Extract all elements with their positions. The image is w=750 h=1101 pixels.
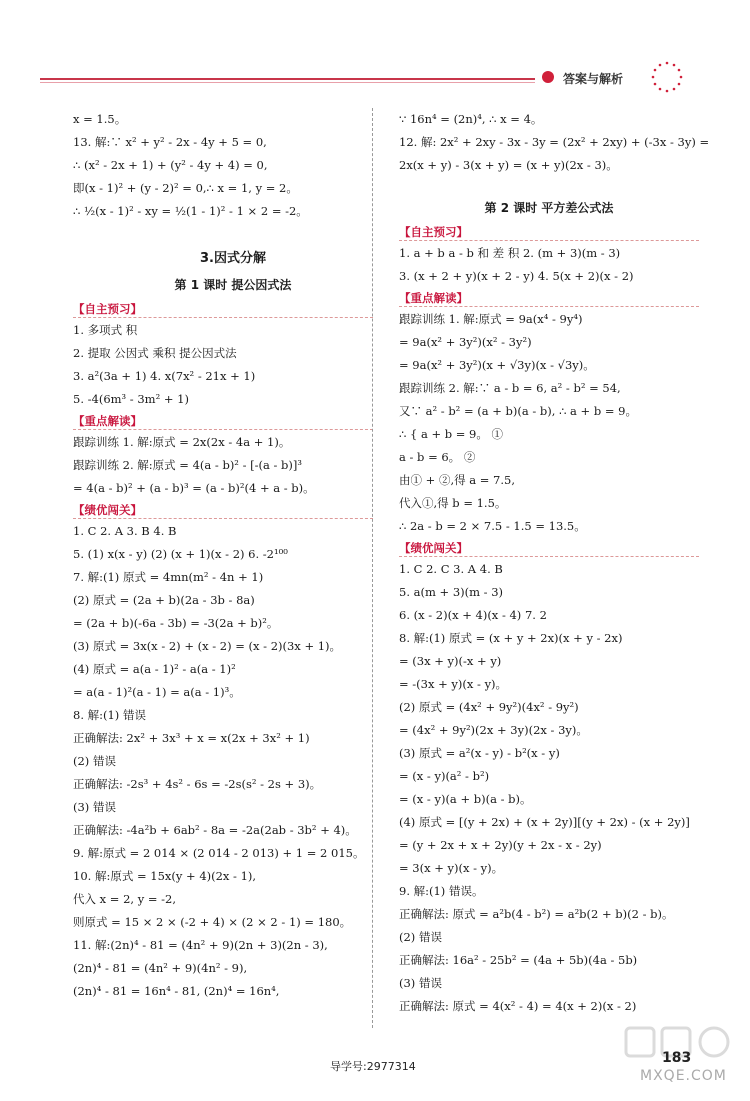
- answer-line: 正确解法: 原式 = 4(x² - 4) = 4(x + 2)(x - 2): [399, 999, 637, 1013]
- answer-line: 则原式 = 15 × 2 × (-2 + 4) × (2 × 2 - 1) = 180。: [73, 915, 352, 929]
- answer-line: 跟踪训练 2. 解:原式 = 4(a - b)² - [-(a - b)]³: [73, 458, 302, 472]
- answer-line: ∵ 16n⁴ = (2n)⁴, ∴ x = 4。: [399, 112, 543, 126]
- left-column: [73, 108, 393, 1003]
- watermark-text: MXQE.COM: [640, 1068, 727, 1084]
- answer-line: 9. 解:(1) 错误。: [399, 884, 484, 898]
- answer-line: (2) 错误: [399, 930, 442, 944]
- section-title: 3.因式分解: [200, 251, 266, 266]
- guide-code: 导学号:2977314: [330, 1060, 416, 1073]
- answer-line: x = 1.5。: [73, 112, 127, 126]
- spacer: [399, 177, 699, 195]
- answer-line: 又∵ a² - b² = (a + b)(a - b), ∴ a + b = 9。: [399, 404, 637, 418]
- answer-line: 3. (x + 2 + y)(x + 2 - y) 4. 5(x + 2)(x - 2): [399, 269, 634, 283]
- answer-line: = 3(x + y)(x - y)。: [399, 861, 504, 875]
- answer-line: 12. 解: 2x² + 2xy - 3x - 3y = (2x² + 2xy) + (-3x - 3y) =: [399, 135, 710, 149]
- answer-line: 1. C 2. C 3. A 4. B: [399, 562, 503, 576]
- answer-line: (3) 原式 = 3x(x - 2) + (x - 2) = (x - 2)(3x + 1)。: [73, 639, 342, 653]
- answer-line: ∴ ½(x - 1)² - xy = ½(1 - 1)² - 1 × 2 = -2。: [73, 204, 308, 218]
- answer-line: a - b = 6。 ②: [399, 450, 476, 464]
- header-title: 答案与解析: [563, 72, 624, 86]
- section-tag: 【自主预习】: [73, 299, 393, 319]
- answer-line: 13. 解:∵ x² + y² - 2x - 4y + 5 = 0,: [73, 135, 267, 149]
- answer-line: 代入 x = 2, y = -2,: [73, 892, 177, 906]
- answer-line: (2n)⁴ - 81 = (4n² + 9)(4n² - 9),: [73, 961, 248, 975]
- section-tag: 【绩优闯关】: [399, 538, 699, 558]
- answer-line: (2) 原式 = (2a + b)(2a - 3b - 8a): [73, 593, 255, 607]
- answer-line: (2) 原式 = (4x² + 9y²)(4x² - 9y²): [399, 700, 579, 714]
- answer-line: (4) 原式 = [(y + 2x) + (x + 2y)][(y + 2x) - (x + 2y)]: [399, 815, 690, 829]
- answer-line: 正确解法: 16a² - 25b² = (4a + 5b)(4a - 5b): [399, 953, 638, 967]
- answer-line: ∴ 2a - b = 2 × 7.5 - 1.5 = 13.5。: [399, 519, 586, 533]
- answer-line: 11. 解:(2n)⁴ - 81 = (4n² + 9)(2n + 3)(2n - 3),: [73, 938, 328, 952]
- answer-line: 即(x - 1)² + (y - 2)² = 0,∴ x = 1, y = 2。: [73, 181, 298, 195]
- answer-line: 5. (1) x(x - y) (2) (x + 1)(x - 2) 6. -2¹⁰⁰: [73, 547, 288, 561]
- header-bullet-icon: [542, 71, 554, 83]
- section-tag: 【绩优闯关】: [73, 500, 393, 520]
- answer-line: 1. a + b a - b 和 差 积 2. (m + 3)(m - 3): [399, 246, 621, 260]
- answer-line: ∴ (x² - 2x + 1) + (y² - 4y + 4) = 0,: [73, 158, 268, 172]
- answer-line: = (4x² + 9y²)(2x + 3y)(2x - 3y)。: [399, 723, 588, 737]
- answer-line: 跟踪训练 1. 解:原式 = 9a(x⁴ - 9y⁴): [399, 312, 583, 326]
- answer-line: (3) 错误: [73, 800, 116, 814]
- spacer: [73, 223, 393, 241]
- answer-line: (2n)⁴ - 81 = 16n⁴ - 81, (2n)⁴ = 16n⁴,: [73, 984, 280, 998]
- answer-line: = (x - y)(a² - b²): [399, 769, 490, 783]
- answer-line: 5. -4(6m³ - 3m² + 1): [73, 392, 189, 406]
- answer-line: 正确解法: 原式 = a²b(4 - b²) = a²b(2 + b)(2 - b)。: [399, 907, 674, 921]
- answer-line: 5. a(m + 3)(m - 3): [399, 585, 504, 599]
- answer-line: (4) 原式 = a(a - 1)² - a(a - 1)²: [73, 662, 236, 676]
- answer-line: 1. 多项式 积: [73, 323, 138, 337]
- lesson-title: 第 2 课时 平方差公式法: [484, 201, 614, 215]
- answer-line: 2. 提取 公因式 乘积 提公因式法: [73, 346, 237, 360]
- answer-line: = a(a - 1)²(a - 1) = a(a - 1)³。: [73, 685, 241, 699]
- answer-line: = (y + 2x + x + 2y)(y + 2x - x - 2y): [399, 838, 602, 852]
- section-tag: 【重点解读】: [399, 288, 699, 308]
- answer-line: = -(3x + y)(x - y)。: [399, 677, 508, 691]
- answer-line: 正确解法: -4a²b + 6ab² - 8a = -2a(2ab - 3b² + 4)。: [73, 823, 357, 837]
- answer-line: (2) 错误: [73, 754, 116, 768]
- answer-line: 8. 解:(1) 原式 = (x + y + 2x)(x + y - 2x): [399, 631, 623, 645]
- answer-line: 9. 解:原式 = 2 014 × (2 014 - 2 013) + 1 = 2 015。: [73, 846, 365, 860]
- answer-line: 正确解法: -2s³ + 4s² - 6s = -2s(s² - 2s + 3)。: [73, 777, 322, 791]
- answer-line: 6. (x - 2)(x + 4)(x - 4) 7. 2: [399, 608, 547, 622]
- answer-line: = (3x + y)(-x + y): [399, 654, 502, 668]
- answer-line: 跟踪训练 2. 解:∵ a - b = 6, a² - b² = 54,: [399, 381, 621, 395]
- answer-line: 2x(x + y) - 3(x + y) = (x + y)(2x - 3)。: [399, 158, 618, 172]
- answer-line: 10. 解:原式 = 15x(y + 4)(2x - 1),: [73, 869, 257, 883]
- section-tag: 【自主预习】: [399, 222, 699, 242]
- page-number: 183: [662, 1050, 692, 1066]
- answer-line: = (2a + b)(-6a - 3b) = -3(2a + b)²。: [73, 616, 279, 630]
- right-column: [399, 108, 710, 1018]
- answer-line: 8. 解:(1) 错误: [73, 708, 146, 722]
- answer-line: (3) 原式 = a²(x - y) - b²(x - y): [399, 746, 560, 760]
- answer-line: 1. C 2. A 3. B 4. B: [73, 524, 177, 538]
- answer-line: 3. a²(3a + 1) 4. x(7x² - 21x + 1): [73, 369, 256, 383]
- answer-line: ∴ { a + b = 9。 ①: [399, 427, 504, 441]
- lesson-title: 第 1 课时 提公因式法: [174, 278, 292, 292]
- answer-line: = 9a(x² + 3y²)(x² - 3y²): [399, 335, 532, 349]
- answer-line: 正确解法: 2x² + 3x³ + x = x(2x + 3x² + 1): [73, 731, 310, 745]
- column-divider: [372, 108, 373, 1028]
- answer-line: = 4(a - b)² + (a - b)³ = (a - b)²(4 + a - b)。: [73, 481, 315, 495]
- section-tag: 【重点解读】: [73, 411, 393, 431]
- header-rule-thin: [40, 82, 535, 83]
- header-rule: [40, 78, 535, 80]
- answer-line: 跟踪训练 1. 解:原式 = 2x(2x - 4a + 1)。: [73, 435, 291, 449]
- decorative-ring-icon: [650, 60, 684, 94]
- answer-line: = 9a(x² + 3y²)(x + √3y)(x - √3y)。: [399, 358, 595, 372]
- answer-line: 代入①,得 b = 1.5。: [399, 496, 507, 510]
- answer-line: 由① + ②,得 a = 7.5,: [399, 473, 516, 487]
- answer-line: (3) 错误: [399, 976, 442, 990]
- answer-line: 7. 解:(1) 原式 = 4mn(m² - 4n + 1): [73, 570, 264, 584]
- answer-line: = (x - y)(a + b)(a - b)。: [399, 792, 532, 806]
